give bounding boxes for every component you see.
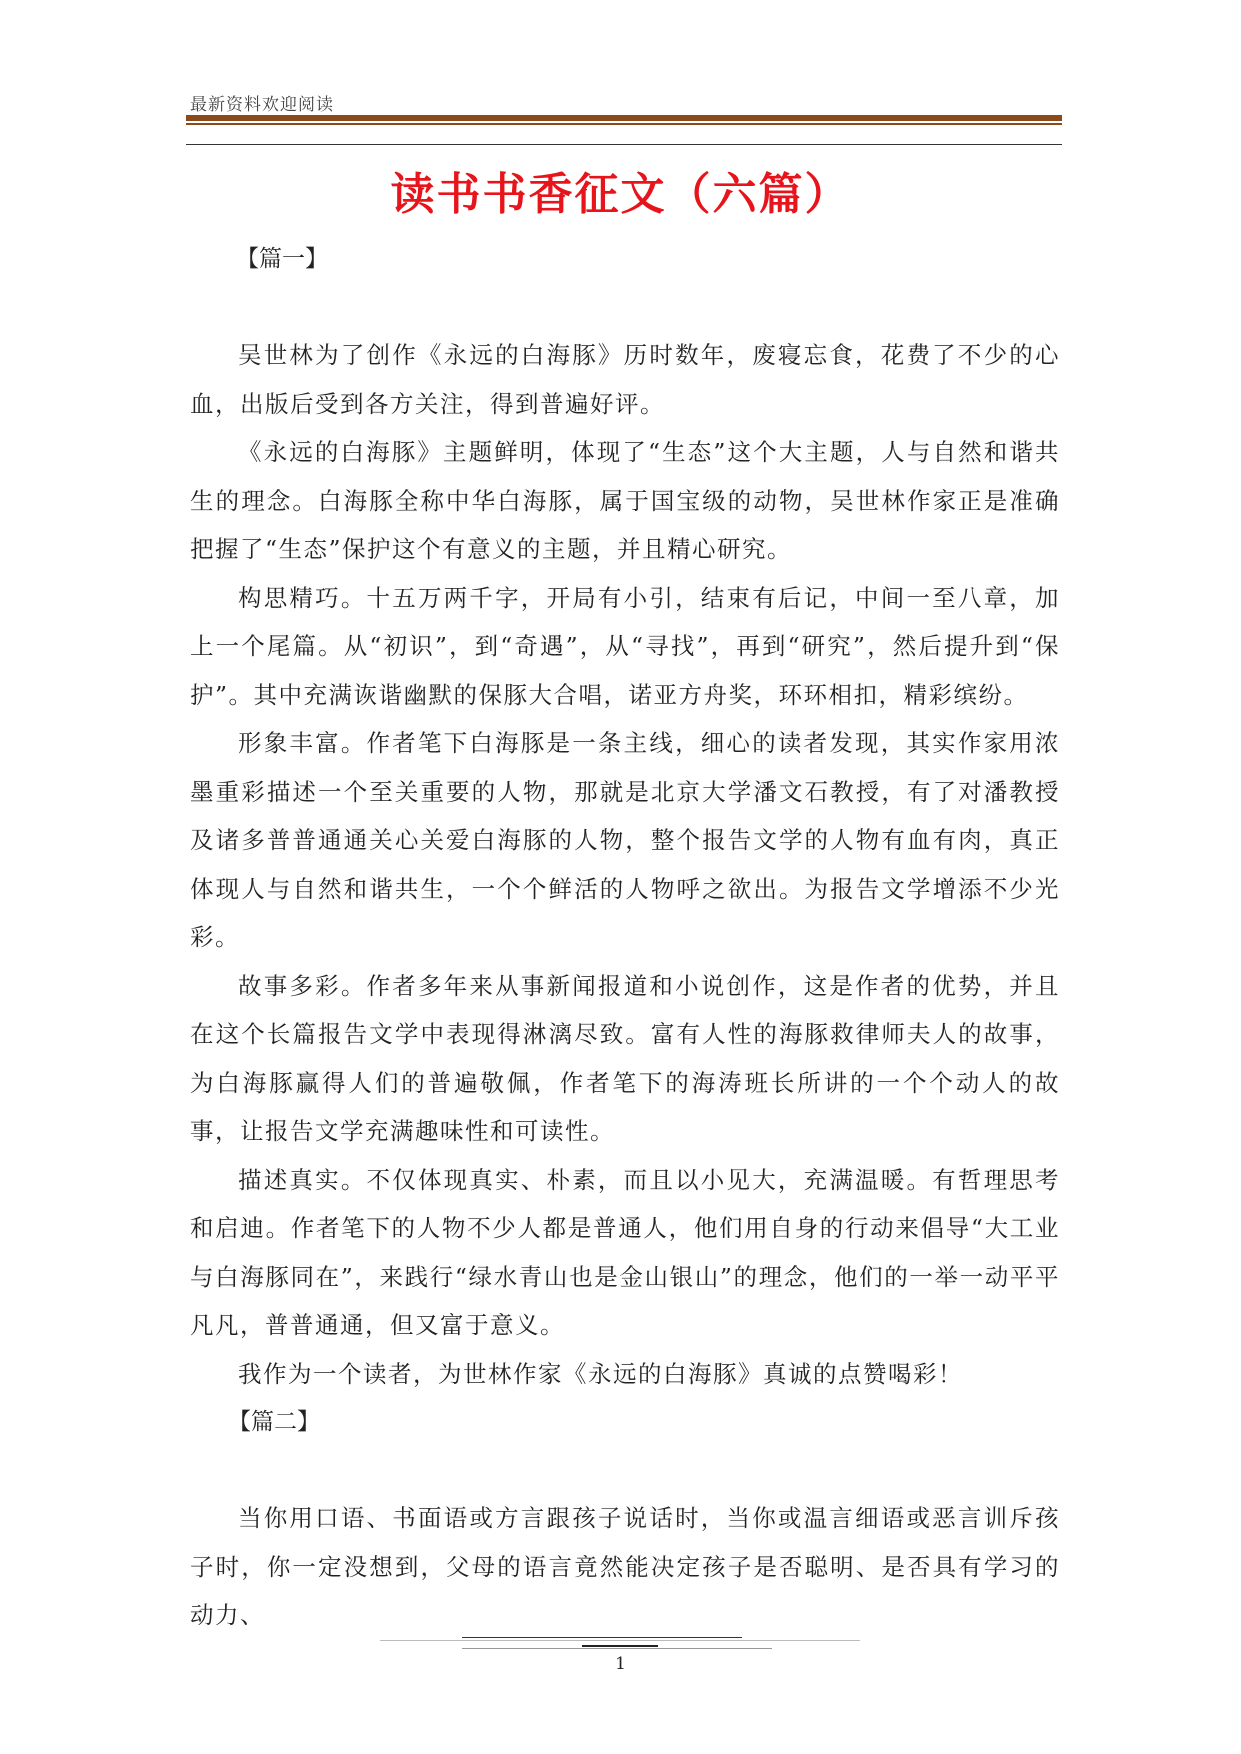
footer-rule bbox=[582, 1645, 658, 1647]
header-rule-thick bbox=[186, 115, 1062, 121]
paragraph: 当你用口语、书面语或方言跟孩子说话时，当你或温言细语或恶言训斥孩子时，你一定没想到，父母的语言竟然能决定孩子是否聪明、是否具有学习的动力、 bbox=[190, 1504, 1060, 1629]
paragraph: 《永远的白海豚》主题鲜明，体现了“生态”这个大主题，人与自然和谐共生的理念。白海豚全称中华白海豚，属于国宝级的动物，吴世林作家正是准确把握了“生态”保护这个有意义的主题，并且精心研究。 bbox=[190, 438, 1060, 563]
paragraph: 我作为一个读者，为世林作家《永远的白海豚》真诚的点赞喝彩！ bbox=[238, 1359, 963, 1388]
footer-rule bbox=[462, 1648, 772, 1649]
header-rule-thin bbox=[186, 123, 1062, 125]
running-header: 最新资料欢迎阅读 bbox=[190, 95, 334, 115]
section-heading-2: 【篇二】 bbox=[228, 1409, 320, 1435]
section-gap bbox=[190, 283, 1060, 331]
document-title: 读书书香征文（六篇） bbox=[390, 169, 851, 220]
paragraph: 吴世林为了创作《永远的白海豚》历时数年，废寝忘食，花费了不少的心血，出版后受到各方关注，得到普遍好评。 bbox=[190, 341, 1060, 418]
footer-rule bbox=[462, 1637, 742, 1638]
section-gap bbox=[190, 1446, 1060, 1494]
document-body bbox=[190, 235, 1060, 1640]
page-number: 1 bbox=[615, 1654, 626, 1674]
paragraph: 故事多彩。作者多年来从事新闻报道和小说创作，这是作者的优势，并且在这个长篇报告文学中表现得淋漓尽致。富有人性的海豚救律师夫人的故事，为白海豚赢得人们的普遍敬佩，作者笔下的海涛班长所讲的一个个动人的故事，让报告文学充满趣味性和可读性。 bbox=[190, 971, 1060, 1145]
section-heading-1: 【篇一】 bbox=[236, 246, 328, 272]
header-rule-bottom bbox=[186, 144, 1062, 145]
footer-rule bbox=[380, 1640, 860, 1641]
paragraph: 描述真实。不仅体现真实、朴素，而且以小见大，充满温暖。有哲理思考和启迪。作者笔下的人物不少人都是普通人，他们用自身的行动来倡导“大工业与白海豚同在”，来践行“绿水青山也是金山银山”的理念，他们的一举一动平平凡凡，普普通通，但又富于意义。 bbox=[190, 1165, 1060, 1339]
paragraph: 构思精巧。十五万两千字，开局有小引，结束有后记，中间一至八章，加上一个尾篇。从“初识”，到“奇遇”，从“寻找”，再到“研究”，然后提升到“保护”。其中充满诙谐幽默的保豚大合唱，诺亚方舟奖，环环相扣，精彩缤纷。 bbox=[190, 583, 1060, 709]
paragraph: 形象丰富。作者笔下白海豚是一条主线，细心的读者发现，其实作家用浓墨重彩描述一个至关重要的人物，那就是北京大学潘文石教授，有了对潘教授及诸多普普通通关心关爱白海豚的人物，整个报告文学的人物有血有肉，真正体现人与自然和谐共生，一个个鲜活的人物呼之欲出。为报告文学增添不少光彩。 bbox=[190, 729, 1060, 951]
